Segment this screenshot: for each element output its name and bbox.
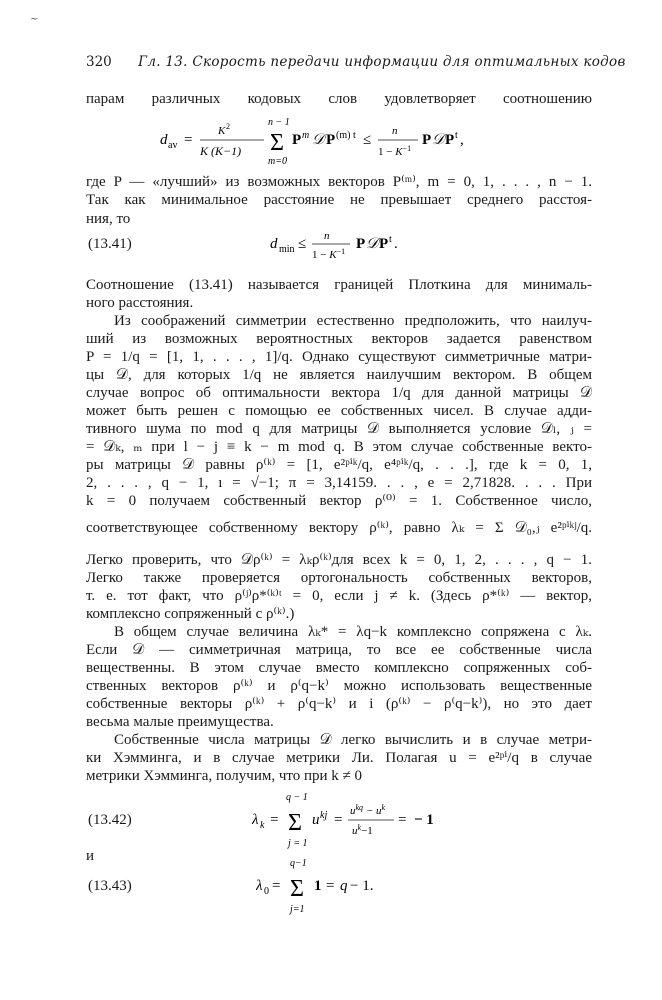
svg-text:=: = (184, 132, 193, 148)
svg-text:=: = (326, 878, 335, 894)
equation-number: (13.41) (88, 236, 132, 252)
svg-text:kj: kj (320, 810, 328, 821)
text-line: случае вопрос об оптимальности вектора 1/q для данной матрицы 𝒟 (86, 385, 592, 401)
svg-text:(m) t: (m) t (336, 130, 356, 141)
svg-text:.: . (394, 236, 398, 252)
text-line: Легко также проверяется ортогональность собственных векторов, (86, 570, 592, 586)
text-line: соответствующее собственному вектору ρ⁽ᵏ⁾, равно λₖ = Σ 𝒟₀,ⱼ e²ᵖⁱᵏʲ/q. (86, 520, 592, 536)
svg-text:uk−1: $u^k-1$ (352, 823, 373, 837)
svg-text:d: d (160, 132, 168, 148)
svg-text:2: 2 (226, 122, 230, 131)
equation-13-41-graphic (270, 226, 470, 266)
text-line: может быть решен с помощью ее собственных чисел. В случае адди- (86, 403, 592, 419)
svg-text:=: = (272, 878, 281, 894)
svg-text:1 − K−1: $1 - K^{-1}$ (378, 144, 412, 158)
equation-d-av-graphic (160, 112, 580, 168)
svg-text:min: min (279, 244, 295, 255)
svg-text:q − 1: q − 1 (286, 792, 308, 803)
text-line: = 𝒟ₖ, ₘ при l − j ≡ k − m mod q. В этом случае собственные векто- (86, 439, 592, 455)
equation-number: (13.43) (88, 878, 132, 894)
svg-text:q: q (340, 878, 348, 894)
svg-text:P: P (379, 236, 389, 252)
equation-number: (13.42) (88, 812, 132, 828)
svg-text:q−1: q−1 (290, 858, 307, 869)
svg-text:=: = (270, 812, 279, 828)
svg-text:K (K−1): K (K−1) (200, 144, 242, 158)
svg-text:k: k (260, 820, 265, 831)
svg-text:j = 1: j = 1 (288, 838, 308, 849)
svg-text:m: m (302, 130, 310, 141)
text-line: метрики Хэмминга, получим, что при k ≠ 0 (86, 768, 363, 784)
svg-text:Σ: Σ (288, 810, 302, 836)
svg-text:t: t (389, 234, 392, 245)
svg-text:u: u (312, 812, 320, 828)
text-line: вещественны. В этом случае вместо комплексно сопряженных соб- (86, 660, 592, 676)
svg-text:K: K (218, 125, 226, 137)
text-line: тивного шума по mod q для матрицы 𝒟 выполняется условие 𝒟ₗ, ⱼ = (86, 421, 592, 437)
svg-text:d: d (270, 236, 278, 252)
svg-text:λ: λ (256, 878, 263, 894)
svg-text:av: av (168, 140, 178, 151)
text-line: В общем случае величина λₖ* = λq−k комплексно сопряжена с λₖ. (114, 624, 592, 640)
text-line: парам различных кодовых слов удовлетворяет соотношению (86, 91, 592, 107)
equation-13-42 (252, 788, 492, 850)
svg-text:− 1.: − 1. (350, 878, 374, 894)
text-line: где P — «лучший» из возможных векторов P⁽ᵐ⁾, m = 0, 1, . . . , n − 1. (86, 174, 592, 190)
text-line: собственные векторы ρ⁽ᵏ⁾ + ρ⁽q−k⁾ и i (ρ⁽ᵏ⁾ − ρ⁽q−k⁾), но это дает (86, 696, 592, 712)
svg-text:Σ: Σ (270, 130, 284, 156)
equation-d-av (160, 112, 580, 168)
svg-text:≤: ≤ (298, 236, 307, 252)
equation-13-42-graphic (252, 788, 492, 850)
svg-text:,: , (460, 132, 464, 148)
svg-text:1 − K−1: $1 - K^{-1}$ (312, 247, 346, 261)
text-line: ки Хэмминга, и в случае метрики Ли. Полагая u = e²ᵖⁱ/q в случае (86, 750, 592, 766)
text-line: Если 𝒟 — симметричная матрица, то все ее собственные числа (86, 642, 592, 658)
margin-mark: ~ (30, 14, 39, 25)
svg-text:t: t (455, 130, 458, 141)
equation-13-43 (256, 856, 456, 918)
text-line: т. е. тот факт, что ρ⁽ʲ⁾ρ*⁽ᵏ⁾ᵗ = 0, если j ≠ k. (Здесь ρ*⁽ᵏ⁾ — вектор, (86, 588, 592, 604)
page-number: 320 (86, 54, 112, 70)
svg-text:n: n (392, 125, 398, 137)
svg-text:≤: ≤ (363, 132, 372, 148)
text-line: ший из возможных вероятностных векторов задается равенством (86, 331, 592, 347)
svg-text:P: P (422, 132, 432, 148)
text-line: ния, то (86, 211, 131, 227)
svg-text:n: n (324, 230, 330, 242)
equation-13-41 (270, 226, 470, 266)
equation-13-43-graphic (256, 856, 456, 918)
svg-text:𝒟: 𝒟 (366, 236, 378, 252)
text-line: k = 0 получаем собственный вектор ρ⁽⁰⁾ = 1. Собственное число, (86, 493, 592, 509)
text-line: Соотношение (13.41) называется границей Плоткина для минималь- (86, 277, 592, 293)
svg-text:λ: λ (252, 812, 259, 828)
text-line: Собственные числа матрицы 𝒟 легко вычислить и в случае метри- (114, 732, 592, 748)
text-line: комплексно сопряженный с ρ⁽ᵏ⁾.) (86, 606, 295, 622)
text-line: P = 1/q = [1, 1, . . . , 1]/q. Однако существуют симметричные матри- (86, 349, 592, 365)
text-line: ры матрицы 𝒟 равны ρ⁽ᵏ⁾ = [1, e²ᵖⁱᵏ/q, e⁴ᵖⁱᵏ/q, . . .], где k = 0, 1, (86, 457, 592, 473)
text-line: весьма малые преимущества. (86, 714, 274, 730)
svg-text:j=1: j=1 (290, 904, 305, 915)
svg-text:P: P (356, 236, 366, 252)
svg-text:1: 1 (314, 878, 322, 894)
text-line: Из соображений симметрии естественно предположить, что наилуч- (114, 313, 592, 329)
svg-text:n − 1: n − 1 (268, 117, 290, 128)
svg-text:=: = (398, 812, 407, 828)
text-line: и (86, 848, 95, 864)
text-line: Так как минимальное расстояние не превышает среднего расстоя- (86, 192, 592, 208)
text-line: Легко проверить, что 𝒟ρ⁽ᵏ⁾ = λₖρ⁽ᵏ⁾для всех k = 0, 1, 2, . . . , q − 1. (86, 552, 592, 568)
svg-text:P: P (292, 132, 302, 148)
svg-text:𝒟: 𝒟 (312, 132, 324, 148)
text-line: цы 𝒟, для которых 1/q не является наилучшим вектором. В общем (86, 367, 592, 383)
text-line: ственных векторов ρ⁽ᵏ⁾ и ρ⁽q−k⁾ можно использовать вещественные (86, 678, 592, 694)
svg-text:P: P (445, 132, 455, 148)
svg-text:P: P (326, 132, 336, 148)
svg-text:𝒟: 𝒟 (432, 132, 444, 148)
svg-text:ukq − uk: $u^{kq} - u^k$ (350, 803, 386, 817)
running-title: Гл. 13. Скорость передачи информации для оптимальных кодов (138, 54, 626, 70)
svg-text:0: 0 (264, 886, 269, 897)
svg-text:− 1: − 1 (414, 812, 434, 828)
svg-text:m=0: m=0 (268, 156, 287, 167)
text-line: ного расстояния. (86, 295, 194, 311)
svg-text:=: = (334, 812, 343, 828)
svg-text:Σ: Σ (290, 876, 304, 902)
running-header (86, 54, 626, 70)
text-line: 2, . . . , q − 1, ı = √−1; π = 3,14159. . . , e = 2,71828. . . . При (86, 475, 592, 491)
